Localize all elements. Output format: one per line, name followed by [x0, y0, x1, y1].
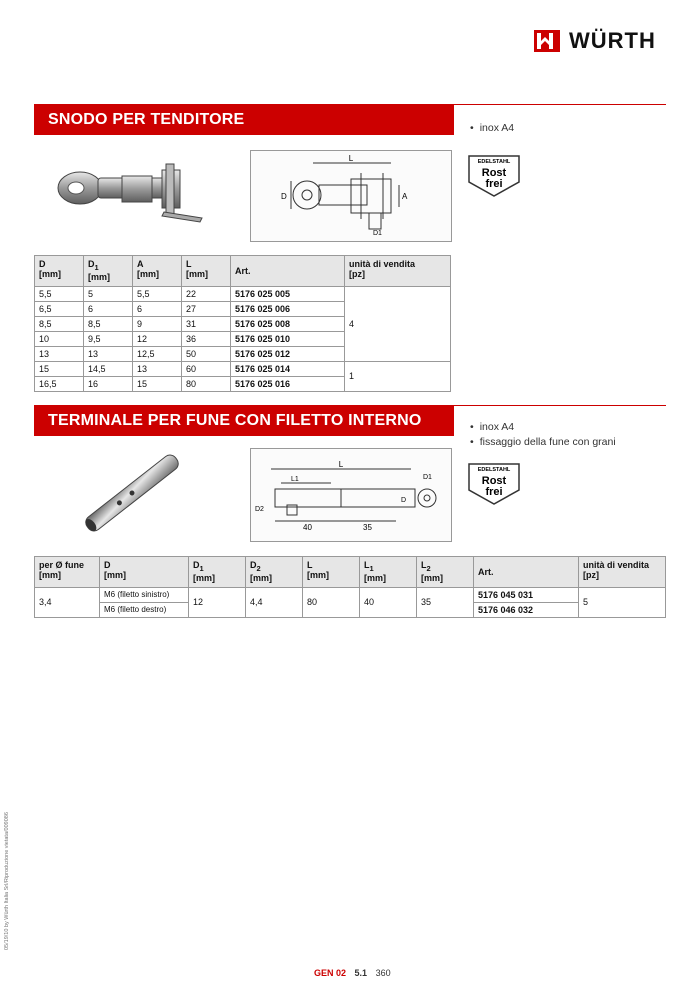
- sales-unit-cell: 1: [345, 361, 451, 391]
- toggle-photo: [52, 158, 212, 230]
- terminal-drawing: [250, 448, 452, 542]
- rostfrei-badge-icon: [467, 460, 521, 506]
- svg-text:Rost: Rost: [481, 167, 507, 179]
- catalog-code: GEN 02: [314, 968, 347, 978]
- table-row: 15 14,5 13 60 5176 025 014 1: [35, 361, 451, 376]
- bullet-item: • inox A4: [470, 122, 514, 134]
- wurth-logo: [533, 27, 656, 55]
- col-header: Art.: [231, 256, 345, 287]
- svg-text:frei: frei: [485, 486, 503, 498]
- table-row: 5,5 5 5,5 22 5176 025 005 4: [35, 286, 451, 301]
- svg-text:frei: frei: [485, 178, 503, 190]
- col-header: unità di vendita [pz]: [345, 256, 451, 287]
- svg-text:L: L: [348, 154, 354, 163]
- col-header: $L_1$ [mm]: [360, 557, 417, 588]
- terminal-spec-table: [34, 556, 666, 618]
- col-header: $D_1$ [mm]: [84, 256, 133, 287]
- page-footer: [314, 968, 391, 978]
- table-row: 13 13 12,5 50 5176 025 012: [35, 346, 451, 361]
- svg-text:D1: D1: [423, 474, 432, 481]
- table-row: 3,4 M6 (filetto sinistro) 12 4,4 80 40 35 5176 045 031 5: [35, 587, 666, 602]
- table-row: 6,5 6 6 27 5176 025 006: [35, 301, 451, 316]
- section-number: 5.1: [354, 968, 368, 978]
- svg-text:EDELSTAHL: EDELSTAHL: [477, 467, 511, 473]
- svg-text:A: A: [402, 192, 408, 201]
- col-header: L [mm]: [182, 256, 231, 287]
- col-header: per Ø fune [mm]: [35, 557, 100, 588]
- section1-title: SNODO PER TENDITORE: [34, 105, 454, 135]
- svg-text:EDELSTAHL: EDELSTAHL: [477, 159, 511, 165]
- brand-name: WÜRTH: [569, 28, 656, 53]
- col-header: $D_2$ [mm]: [246, 557, 303, 588]
- table-row: 16,5 16 15 80 5176 025 016: [35, 376, 451, 391]
- svg-text:D2: D2: [255, 506, 264, 513]
- svg-text:35: 35: [363, 523, 372, 532]
- sales-unit-cell: 4: [345, 286, 451, 361]
- svg-text:Rost: Rost: [481, 475, 507, 487]
- svg-text:D1: D1: [373, 230, 382, 237]
- bullet-item: • inox A4: [470, 421, 616, 433]
- page-number: 360: [375, 968, 391, 978]
- col-header: unità di vendita [pz]: [579, 557, 666, 588]
- col-header: D [mm]: [35, 256, 84, 287]
- copyright-note: 05/19/10 by Würth Italia Srl/Riproduzione vietata/009086: [4, 812, 10, 950]
- col-header: L [mm]: [303, 557, 360, 588]
- terminal-photo: [72, 452, 192, 534]
- col-header: $D_1$ [mm]: [189, 557, 246, 588]
- toggle-drawing: [250, 150, 452, 242]
- col-header: Art.: [474, 557, 579, 588]
- svg-text:L1: L1: [291, 476, 299, 483]
- table-row: 8,5 8,5 9 31 5176 025 008: [35, 316, 451, 331]
- svg-text:L: L: [338, 460, 344, 469]
- toggle-spec-table: [34, 255, 451, 392]
- rostfrei-badge-icon: [467, 152, 521, 198]
- svg-text:40: 40: [303, 523, 312, 532]
- section2-title: TERMINALE PER FUNE CON FILETTO INTERNO: [34, 406, 454, 436]
- col-header: A [mm]: [133, 256, 182, 287]
- col-header: $L_2$ [mm]: [417, 557, 474, 588]
- section2-bullets: [470, 421, 616, 451]
- table-row: 10 9,5 12 36 5176 025 010: [35, 331, 451, 346]
- bullet-item: • fissaggio della fune con grani: [470, 436, 616, 448]
- wurth-logo-icon: [533, 27, 561, 55]
- table-row: M6 (filetto destro) 5176 046 032: [35, 602, 666, 617]
- section1-bullets: [470, 122, 514, 137]
- svg-text:D: D: [401, 497, 407, 504]
- svg-text:D: D: [281, 192, 287, 201]
- col-header: D [mm]: [100, 557, 189, 588]
